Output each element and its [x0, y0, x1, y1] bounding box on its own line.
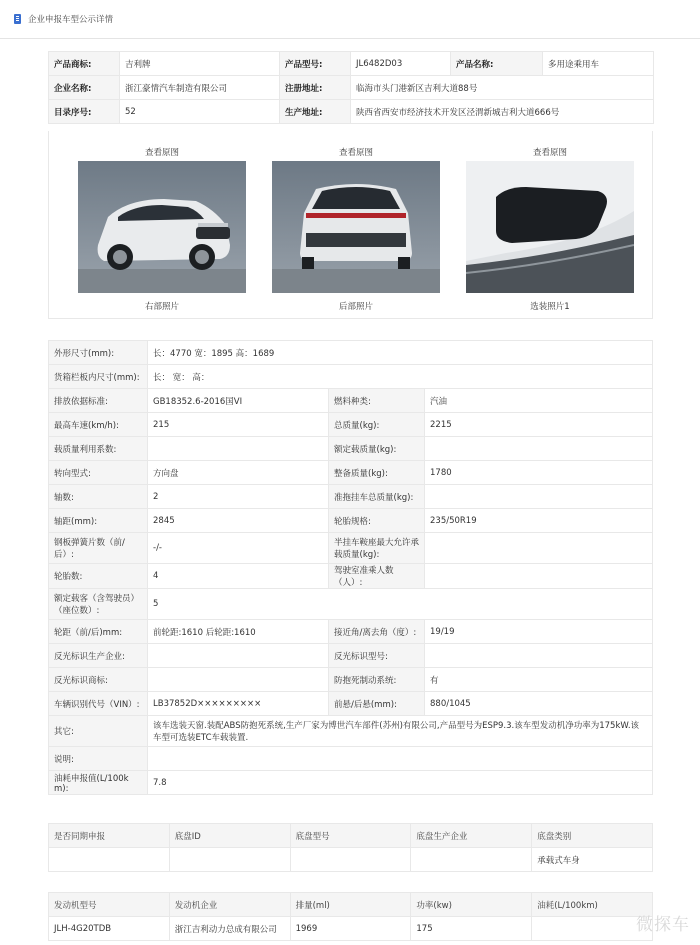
total-mass-label: 总质量(kg): — [329, 413, 425, 437]
table-row — [49, 389, 653, 413]
spring-label: 钢板弹簧片数（前/后）: — [49, 533, 148, 564]
angle-value: 19/19 — [425, 620, 653, 644]
column-header: 底盘生产企业 — [411, 824, 532, 848]
table-row — [49, 917, 653, 941]
document-icon — [14, 14, 21, 24]
photo-option — [466, 131, 634, 319]
table-cell — [169, 848, 290, 872]
saddle-value — [425, 533, 653, 564]
photo-rear — [272, 131, 440, 319]
chassis-table — [48, 823, 653, 872]
brand-value: 吉利牌 — [120, 52, 280, 76]
prod-addr-value: 陕西省西安市经济技术开发区泾渭新城吉利大道666号 — [351, 100, 654, 124]
load-util-value — [148, 437, 329, 461]
photo-caption: 后部照片 — [338, 302, 373, 312]
fuel-value: 汽油 — [425, 389, 653, 413]
column-header: 排量(ml) — [290, 893, 411, 917]
table-cell: 1969 — [290, 917, 411, 941]
table-row — [49, 437, 653, 461]
table-cell — [49, 848, 170, 872]
table-row — [49, 461, 653, 485]
name-label: 产品名称: — [451, 52, 543, 76]
axles-value: 2 — [148, 485, 329, 509]
table-cell — [532, 917, 653, 941]
spring-value: -/- — [148, 533, 329, 564]
refl-brand-label: 反光标识商标: — [49, 668, 148, 692]
wheelbase-value: 2845 — [148, 509, 329, 533]
steering-value: 方向盘 — [148, 461, 329, 485]
table-row — [49, 692, 653, 716]
table-cell: 浙江吉利动力总成有限公司 — [169, 917, 290, 941]
model-label: 产品型号: — [280, 52, 351, 76]
photo-right — [78, 131, 246, 319]
catalog-value: 52 — [120, 100, 280, 124]
trailer-label: 准拖挂车总质量(kg): — [329, 485, 425, 509]
seats-value: 5 — [148, 589, 653, 620]
refl-co-value — [148, 644, 329, 668]
brand-label: 产品商标: — [49, 52, 120, 76]
view-original-link[interactable]: 查看原图 — [144, 148, 179, 158]
curb-value: 1780 — [425, 461, 653, 485]
column-header: 发动机型号 — [49, 893, 170, 917]
cab-label: 驾驶室准乘人数（人）: — [329, 564, 425, 589]
angle-label: 接近角/离去角（度）: — [329, 620, 425, 644]
track-value: 前轮距:1610 后轮距:1610 — [148, 620, 329, 644]
speed-label: 最高车速(km/h): — [49, 413, 148, 437]
abs-label: 防抱死制动系统: — [329, 668, 425, 692]
page-title: 企业申报车型公示详情 — [28, 15, 114, 25]
company-value: 浙江豪情汽车制造有限公司 — [120, 76, 280, 100]
column-header: 油耗(L/100km) — [532, 893, 653, 917]
trailer-value — [425, 485, 653, 509]
tire-label: 轮胎规格: — [329, 509, 425, 533]
speed-value: 215 — [148, 413, 329, 437]
dims-value: 长：4770 宽：1895 高：1689 — [148, 341, 653, 365]
overhang-label: 前悬/后悬(mm): — [329, 692, 425, 716]
car-right-photo[interactable] — [78, 161, 246, 293]
table-row — [49, 564, 653, 589]
emission-value: GB18352.6-2016国VI — [148, 389, 329, 413]
table-row — [49, 668, 653, 692]
page-header — [0, 0, 700, 39]
table-row — [49, 533, 653, 564]
table-row — [49, 771, 653, 795]
basic-info — [48, 51, 653, 124]
curb-label: 整备质量(kg): — [329, 461, 425, 485]
table-row — [49, 716, 653, 747]
table-cell: 175 — [411, 917, 532, 941]
reg-addr-label: 注册地址: — [280, 76, 351, 100]
fuel-label: 燃料种类: — [329, 389, 425, 413]
steering-label: 转向型式: — [49, 461, 148, 485]
table-row — [49, 589, 653, 620]
track-label: 轮距（前/后)mm: — [49, 620, 148, 644]
table-row — [49, 100, 654, 124]
vin-value: LB37852D××××××××× — [148, 692, 329, 716]
column-header: 功率(kw) — [411, 893, 532, 917]
watermark: 微探车 — [636, 915, 690, 935]
photo-gallery — [48, 131, 653, 319]
table-row — [49, 485, 653, 509]
table-row — [49, 76, 654, 100]
car-rear-photo[interactable] — [272, 161, 440, 293]
rated-load-value — [425, 437, 653, 461]
table-row — [49, 747, 653, 771]
company-label: 企业名称: — [49, 76, 120, 100]
note-value — [148, 747, 653, 771]
column-header: 发动机企业 — [169, 893, 290, 917]
column-header: 底盘类别 — [532, 824, 653, 848]
table-cell — [411, 848, 532, 872]
table-row — [49, 52, 654, 76]
vin-label: 车辆识别代号（VIN）: — [49, 692, 148, 716]
dims-label: 外形尺寸(mm): — [49, 341, 148, 365]
refl-co-label: 反光标识生产企业: — [49, 644, 148, 668]
refl-brand-value — [148, 668, 329, 692]
saddle-label: 半挂车鞍座最大允许承载质量(kg): — [329, 533, 425, 564]
prod-addr-label: 生产地址: — [280, 100, 351, 124]
other-value: 该车选装天窗.装配ABS防抱死系统,生产厂家为博世汽车部件(苏州)有限公司,产品型号为ESP9.3.该车型发动机净功率为175kW.该车型可选装ETC车载装置. — [148, 716, 653, 747]
total-mass-value: 2215 — [425, 413, 653, 437]
table-row — [49, 848, 653, 872]
view-original-link[interactable]: 查看原图 — [532, 148, 567, 158]
refl-model-label: 反光标识型号: — [329, 644, 425, 668]
table-row — [49, 620, 653, 644]
engine-table — [48, 892, 653, 941]
cargo-value: 长： 宽： 高： — [148, 365, 653, 389]
photo-caption: 选装照片1 — [530, 302, 570, 312]
rated-load-label: 额定载质量(kg): — [329, 437, 425, 461]
emission-label: 排放依据标准: — [49, 389, 148, 413]
seats-label: 额定载客（含驾驶员）（座位数）: — [49, 589, 148, 620]
note-label: 说明: — [49, 747, 148, 771]
table-cell: 承载式车身 — [532, 848, 653, 872]
abs-value: 有 — [425, 668, 653, 692]
axles-label: 轴数: — [49, 485, 148, 509]
table-row — [49, 509, 653, 533]
spec-table — [48, 340, 653, 795]
column-header: 是否同期申报 — [49, 824, 170, 848]
other-label: 其它: — [49, 716, 148, 747]
column-header: 底盘ID — [169, 824, 290, 848]
model-value: JL6482D03 — [351, 52, 451, 76]
table-cell: JLH-4G20TDB — [49, 917, 170, 941]
wheelbase-label: 轴距(mm): — [49, 509, 148, 533]
fuel-cons-label: 油耗申报值(L/100km): — [49, 771, 148, 795]
refl-model-value — [425, 644, 653, 668]
load-util-label: 载质量利用系数: — [49, 437, 148, 461]
tires-value: 4 — [148, 564, 329, 589]
reg-addr-value: 临海市头门港新区吉利大道88号 — [351, 76, 654, 100]
sunroof-photo[interactable] — [466, 161, 634, 293]
photo-caption: 右部照片 — [144, 302, 179, 312]
cab-value — [425, 564, 653, 589]
overhang-value: 880/1045 — [425, 692, 653, 716]
table-cell — [290, 848, 411, 872]
tires-label: 轮胎数: — [49, 564, 148, 589]
column-header: 底盘型号 — [290, 824, 411, 848]
table-header-row — [49, 893, 653, 917]
table-row — [49, 341, 653, 365]
name-value: 多用途乘用车 — [543, 52, 654, 76]
cargo-label: 货箱栏板内尺寸(mm): — [49, 365, 148, 389]
fuel-cons-value: 7.8 — [148, 771, 653, 795]
table-row — [49, 413, 653, 437]
tire-value: 235/50R19 — [425, 509, 653, 533]
view-original-link[interactable]: 查看原图 — [338, 148, 373, 158]
table-row — [49, 365, 653, 389]
table-row — [49, 644, 653, 668]
catalog-label: 目录序号: — [49, 100, 120, 124]
table-header-row — [49, 824, 653, 848]
